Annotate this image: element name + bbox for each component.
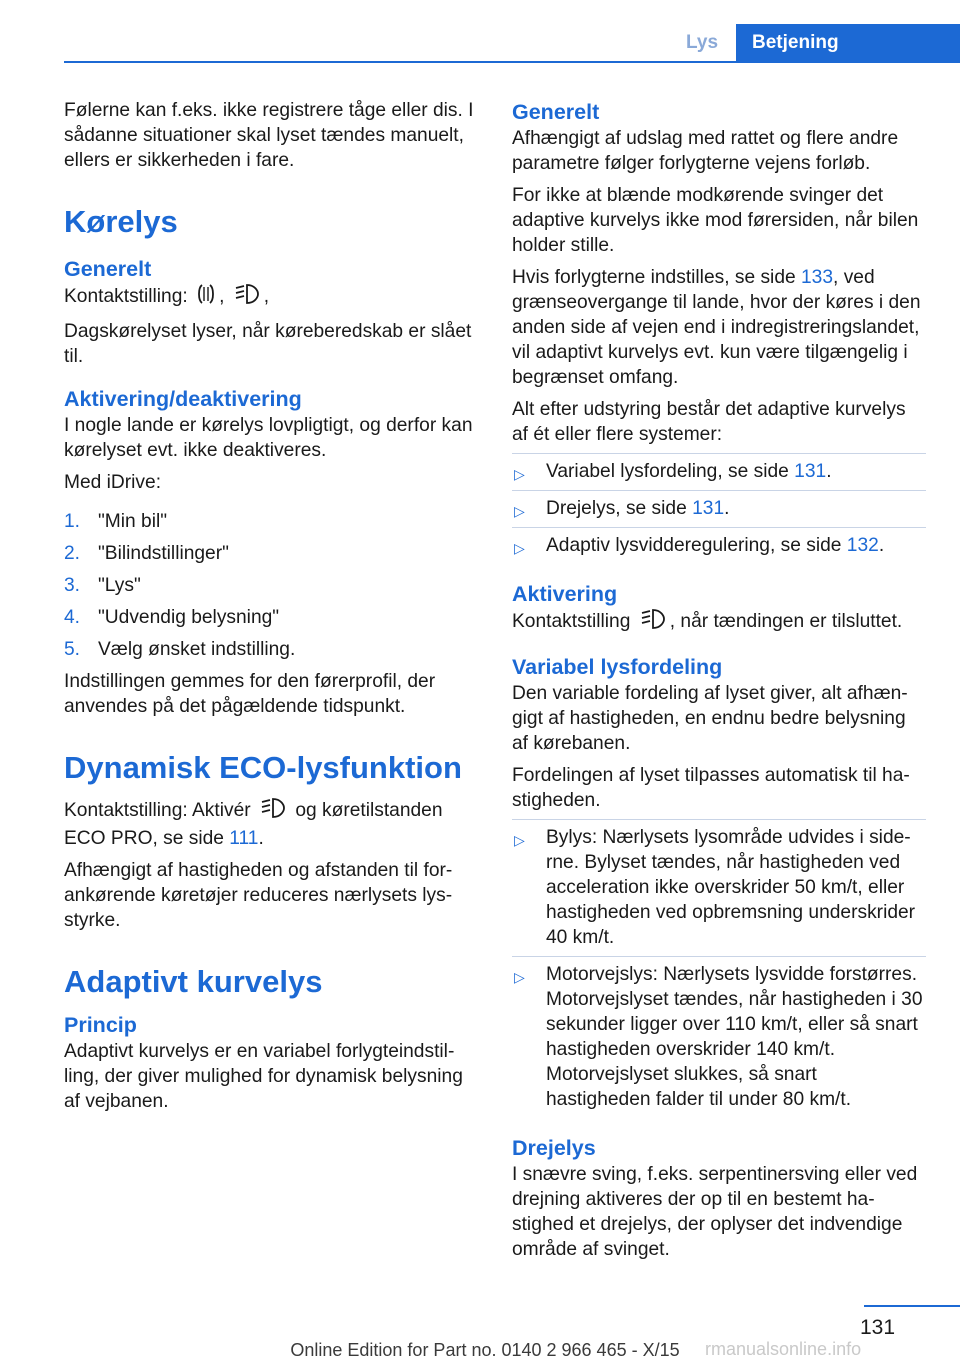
princip-paragraph: Adaptivt kurvelys er en variabel forlygteindstilling, der giver mulighed for dynamisk belysning af vejbanen. bbox=[64, 1041, 463, 1112]
heading-korelys: Kørelys bbox=[64, 204, 178, 239]
list-item: ▷ Variabel lysfordeling, se side 131. bbox=[512, 453, 926, 490]
variabel-p2: Fordelingen af lyset tilpasses automatisk til hastigheden. bbox=[512, 765, 910, 811]
header-section-tab: Lys bbox=[686, 32, 719, 53]
heading-aktivering-deaktivering: Aktivering/deaktivering bbox=[64, 387, 302, 411]
page-ref-link[interactable]: 132 bbox=[846, 535, 879, 556]
list-item: 2. "Bilindstillinger" bbox=[64, 543, 229, 564]
page-ref-link[interactable]: 131 bbox=[692, 498, 725, 519]
dagskor-paragraph: Dagskørelyset lyser, når køreberedskab er slået til. bbox=[64, 321, 472, 367]
parking-light-icon bbox=[197, 283, 215, 312]
generelt-p4: Alt efter udstyring består det adaptive kurvelys af ét eller flere systemer: bbox=[512, 399, 906, 445]
list-item: ▷ Bylys: Nærlysets lysområde udvides i siderne. Bylyset tændes, når hastigheden ved acceleration ikke overskrider 50 km/t, eller hastigheden ved opbremsning underskrider 40 km/t. bbox=[512, 819, 926, 956]
page-ref-link[interactable]: 111 bbox=[229, 828, 259, 849]
generelt-p1: Afhængigt af udslag med rattet og flere andre parametre følger forlygterne vejens forløb. bbox=[512, 128, 899, 174]
idrive-steps bbox=[64, 509, 482, 662]
watermark: rmanualsonline.info bbox=[705, 1339, 862, 1359]
heading-princip: Princip bbox=[64, 1013, 137, 1037]
triangle-bullet-icon: ▷ bbox=[514, 969, 525, 985]
triangle-bullet-icon: ▷ bbox=[514, 540, 525, 556]
low-beam-icon bbox=[234, 283, 260, 312]
low-beam-icon bbox=[260, 797, 286, 826]
intro-paragraph: Følerne kan f.eks. ikke registrere tåge eller dis. I sådanne situationer skal lyset tændes manuelt, ellers er sikkerheden i fare. bbox=[64, 100, 474, 171]
list-item: ▷ Motorvejslys: Nærlysets lysvidde forstørres. Motorvejslyset tændes, når hastigheden i 30 sekunder ligger over 110 km/t, eller så snart hastigheden overskrider 140 km/t. Motorvejslyset slukkes, så snart hastigheden falder til under 80 km/t. bbox=[512, 956, 926, 1118]
variabel-p1: Den variable fordeling af lyset giver, alt afhængigt af hastigheden, en endnu bedre belysning af kørebanen. bbox=[512, 683, 908, 754]
list-item: 4. "Udvendig belysning" bbox=[64, 607, 280, 628]
list-item: 1. "Min bil" bbox=[64, 511, 168, 532]
heading-generelt-right: Generelt bbox=[512, 100, 600, 124]
list-item: 5. Vælg ønsket indstilling. bbox=[64, 639, 296, 660]
modes-list bbox=[512, 819, 926, 1118]
generelt-p3: Hvis forlygterne indstilles, se side 133, ved grænseovergange til lande, hvor der køres i den anden side af vejen end i indregistreringslandet, vil adaptivt kurvelys evt. kun være tilgængelig i begrænset omfang. bbox=[512, 267, 921, 388]
eco-kontakt-line: Kontaktstilling: Aktivér og køretilstanden ECO PRO, se side 111. bbox=[64, 797, 482, 851]
footer-rule bbox=[864, 1305, 960, 1307]
kontakt-label: Kontaktstilling: bbox=[64, 286, 188, 307]
heading-adaptivt-kurvelys: Adaptivt kurvelys bbox=[64, 964, 323, 999]
heading-generelt-left: Generelt bbox=[64, 257, 152, 281]
list-item: ▷ Drejelys, se side 131. bbox=[512, 490, 926, 527]
low-beam-icon bbox=[640, 608, 666, 637]
gemmes-paragraph: Indstillingen gemmes for den førerprofil, der anvendes på det pågældende tidspunkt. bbox=[64, 671, 436, 717]
aktivering-line: Kontaktstilling , når tændingen er tilsluttet. bbox=[512, 608, 926, 637]
triangle-bullet-icon: ▷ bbox=[514, 503, 525, 519]
drejelys-paragraph: I snævre sving, f.eks. serpentinersving eller ved drejning aktiveres der op til en bestemt hastighed et drejelys, der oplyser det indvendige område af svinget. bbox=[512, 1164, 918, 1260]
eco-paragraph: Afhængigt af hastigheden og afstanden til forankørende køretøjer reduceres nærlysets lysstyrke. bbox=[64, 860, 453, 931]
idrive-label: Med iDrive: bbox=[64, 472, 162, 493]
footer-edition: Online Edition for Part no. 0140 2 966 465 - X/15 bbox=[290, 1340, 680, 1360]
header-chapter-tab: Betjening bbox=[736, 24, 960, 62]
heading-aktivering: Aktivering bbox=[512, 582, 618, 606]
heading-eco: Dynamisk ECO-lysfunktion bbox=[64, 750, 462, 785]
page-ref-link[interactable]: 131 bbox=[794, 461, 827, 482]
triangle-bullet-icon: ▷ bbox=[514, 832, 525, 848]
triangle-bullet-icon: ▷ bbox=[514, 466, 525, 482]
generelt-p2: For ikke at blænde modkørende svinger det adaptive kurvelys ikke mod førersiden, når bilen holder stille. bbox=[512, 185, 919, 256]
right-column bbox=[512, 98, 926, 1269]
header-rule bbox=[64, 61, 960, 63]
list-item: 3. "Lys" bbox=[64, 575, 141, 596]
page-number: 131 bbox=[860, 1316, 896, 1339]
left-column bbox=[64, 98, 482, 1121]
heading-drejelys: Drejelys bbox=[512, 1136, 596, 1160]
heading-variabel-lysfordeling: Variabel lysfordeling bbox=[512, 655, 723, 679]
kontakt-line: Kontaktstilling: , , bbox=[64, 283, 482, 312]
systems-list bbox=[512, 453, 926, 564]
aktiv-paragraph: I nogle lande er kørelys lovpligtigt, og derfor kan kørelyset evt. ikke deaktiveres. bbox=[64, 415, 473, 461]
list-item: ▷ Adaptiv lysvidderegulering, se side 132. bbox=[512, 527, 926, 564]
page-ref-link[interactable]: 133 bbox=[801, 267, 834, 288]
